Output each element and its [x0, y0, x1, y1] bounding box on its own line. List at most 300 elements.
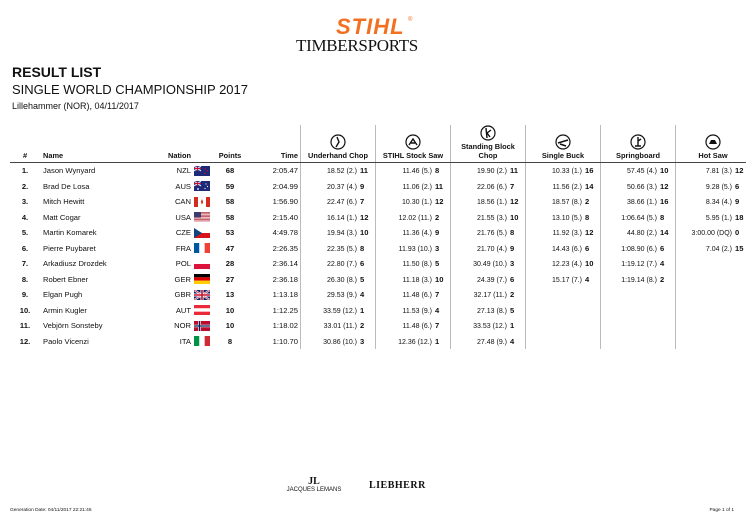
event-points: 6	[585, 243, 590, 253]
event-time: 11.93 (10.)	[398, 245, 432, 253]
row-name: Elgan Pugh	[43, 290, 83, 300]
event-time: 30.49 (10.)	[473, 261, 507, 269]
row-event-result	[601, 303, 676, 319]
row-event-result	[451, 303, 526, 319]
event-time: 38.66 (1.)	[627, 199, 657, 207]
row-flag	[194, 210, 212, 226]
flag-usa-icon	[194, 212, 210, 222]
event-points: 10	[660, 166, 669, 176]
event-points: 6	[735, 181, 740, 191]
col-nation: Nation	[147, 125, 194, 163]
event-time: 18.56 (1.)	[477, 199, 507, 207]
row-nation: FRA	[175, 243, 191, 253]
row-event-result	[301, 318, 376, 334]
row-rank: 10.	[19, 305, 31, 315]
event-time: 57.45 (4.)	[627, 168, 657, 176]
row-event-result	[301, 287, 376, 303]
event-time: 29.53 (9.)	[327, 292, 357, 300]
row-flag	[194, 163, 212, 179]
row-name: Mitch Hewitt	[43, 197, 85, 207]
row-event-result	[676, 303, 746, 319]
row-name: Brad De Losa	[43, 181, 90, 191]
row-name: Paolo Vicenzi	[43, 336, 89, 346]
row-points: 58	[225, 197, 235, 207]
event-points: 7	[510, 181, 515, 191]
event-time: 30.86 (10.)	[323, 338, 357, 346]
row-event-result	[376, 318, 451, 334]
col-underhand-chop	[301, 125, 376, 163]
row-flag	[194, 318, 212, 334]
row-nation: GBR	[174, 290, 191, 300]
flag-cze-icon	[194, 228, 210, 238]
row-points: 28	[225, 259, 235, 269]
row-flag	[194, 225, 212, 241]
event-time: 18.52 (2.)	[327, 168, 357, 176]
row-time: 1:18.02	[272, 321, 298, 331]
flag-aut-icon	[194, 305, 210, 315]
event-time: 1:19.12 (7.)	[621, 261, 657, 269]
event-time: 14.43 (6.)	[552, 245, 582, 253]
page-title: RESULT LIST	[12, 64, 102, 80]
row-event-result	[526, 318, 601, 334]
row-event-result	[526, 225, 601, 241]
event-points: 12	[660, 181, 669, 191]
stihl-timbersports-logo	[296, 14, 436, 60]
event-points: 4	[585, 274, 590, 284]
row-event-result	[676, 334, 746, 350]
event-time: 9.28 (5.)	[705, 183, 732, 191]
event-points: 0	[735, 228, 740, 238]
event-points: 6	[660, 243, 665, 253]
row-event-result	[451, 287, 526, 303]
event-time: 16.14 (1.)	[327, 214, 357, 222]
row-event-result	[376, 179, 451, 195]
event-points: 11	[510, 166, 519, 176]
event-points: 14	[585, 181, 594, 191]
row-name: Armin Kugler	[43, 305, 87, 315]
event-time: 22.47 (6.)	[327, 199, 357, 207]
row-name: Vebjörn Sonsteby	[43, 321, 103, 331]
row-nation: ITA	[179, 336, 191, 346]
row-rank: 12.	[19, 336, 31, 346]
row-event-result	[451, 318, 526, 334]
row-event-result	[376, 334, 451, 350]
row-name: Arkadiusz Drozdek	[43, 259, 107, 269]
row-rank: 3.	[21, 197, 29, 207]
row-event-result	[451, 241, 526, 257]
row-event-result	[676, 256, 746, 272]
row-event-result	[676, 241, 746, 257]
row-event-result	[601, 256, 676, 272]
row-nation: NZL	[176, 166, 191, 176]
event-time: 11.36 (4.)	[402, 230, 432, 238]
flag-nzl-icon	[194, 166, 210, 176]
flag-nor-icon	[194, 321, 210, 331]
row-time: 2:05.47	[272, 166, 298, 176]
row-event-result	[301, 303, 376, 319]
event-time: 20.37 (4.)	[327, 183, 357, 191]
row-event-result	[451, 194, 526, 210]
page-subtitle: SINGLE WORLD CHAMPIONSHIP 2017	[12, 82, 248, 97]
event-points: 4	[510, 336, 515, 346]
event-time: 3:00.00 (DQ)	[691, 230, 732, 238]
result-rows	[10, 163, 746, 350]
event-time: 10.33 (1.)	[552, 168, 582, 176]
row-event-result	[301, 210, 376, 226]
row-event-result	[601, 287, 676, 303]
row-rank: 5.	[21, 228, 29, 238]
flag-aus-icon	[194, 181, 210, 191]
event-points: 12	[360, 212, 369, 222]
event-points: 2	[360, 321, 365, 331]
event-time: 8.34 (4.)	[705, 199, 732, 207]
event-time: 27.13 (8.)	[477, 307, 507, 315]
jacques-lemans-mark-icon: JL	[308, 476, 320, 487]
table-row	[10, 225, 746, 241]
flag-fra-icon	[194, 243, 210, 253]
event-points: 10	[435, 274, 444, 284]
event-points: 9	[435, 228, 440, 238]
event-time: 18.57 (8.)	[552, 199, 582, 207]
row-event-result	[376, 287, 451, 303]
row-points: 13	[225, 290, 235, 300]
row-event-result	[451, 225, 526, 241]
event-points: 14	[660, 228, 669, 238]
event-time: 11.56 (2.)	[552, 183, 582, 191]
event-points: 9	[510, 243, 515, 253]
event-points: 15	[735, 243, 744, 253]
row-rank: 2.	[21, 181, 29, 191]
event-points: 5	[435, 259, 440, 269]
event-points: 10	[360, 228, 369, 238]
row-event-result	[601, 179, 676, 195]
row-rank: 1.	[21, 166, 29, 176]
row-flag	[194, 334, 212, 350]
row-name: Jason Wynyard	[43, 166, 96, 176]
row-event-result	[451, 163, 526, 179]
row-event-result	[301, 179, 376, 195]
event-time: 21.55 (3.)	[477, 214, 507, 222]
row-event-result	[301, 163, 376, 179]
row-nation: POL	[175, 259, 191, 269]
event-points: 5	[360, 274, 365, 284]
event-time: 13.10 (5.)	[552, 214, 582, 222]
event-points: 2	[510, 290, 515, 300]
row-time: 1:10.70	[272, 336, 298, 346]
hot-saw-label: Hot Saw	[698, 151, 728, 160]
table-row	[10, 287, 746, 303]
underhand-chop-label: Underhand Chop	[308, 151, 368, 160]
row-points: 68	[225, 166, 235, 176]
event-time: 12.23 (4.)	[552, 261, 582, 269]
row-rank: 6.	[21, 243, 29, 253]
event-time: 11.92 (3.)	[552, 230, 582, 238]
row-time: 1:12.25	[272, 305, 298, 315]
row-time: 1:56.90	[272, 197, 298, 207]
row-event-result	[526, 334, 601, 350]
row-event-result	[676, 225, 746, 241]
event-points: 8	[660, 212, 665, 222]
event-points: 12	[585, 228, 594, 238]
row-flag	[194, 194, 212, 210]
row-time: 2:36.14	[272, 259, 298, 269]
event-points: 3	[435, 243, 440, 253]
row-nation: GER	[174, 274, 191, 284]
row-event-result	[451, 272, 526, 288]
event-points: 8	[360, 243, 365, 253]
event-points: 1	[435, 336, 440, 346]
col-time: Time	[248, 125, 301, 163]
table-row	[10, 194, 746, 210]
row-event-result	[376, 194, 451, 210]
row-event-result	[601, 318, 676, 334]
row-event-result	[601, 241, 676, 257]
row-rank: 9.	[21, 290, 29, 300]
flag-pol-icon	[194, 259, 210, 269]
row-event-result	[676, 163, 746, 179]
table-row	[10, 163, 746, 179]
row-event-result	[601, 225, 676, 241]
event-points: 18	[735, 212, 744, 222]
event-time: 7.04 (2.)	[705, 245, 732, 253]
row-event-result	[676, 194, 746, 210]
col-hot-saw	[676, 125, 746, 163]
row-flag	[194, 241, 212, 257]
logo-stihl: STIHL	[336, 14, 405, 39]
event-time: 11.46 (5.)	[402, 168, 432, 176]
table-row	[10, 318, 746, 334]
row-event-result	[301, 256, 376, 272]
row-flag	[194, 303, 212, 319]
event-time: 19.90 (2.)	[477, 168, 507, 176]
row-points: 59	[225, 181, 235, 191]
row-event-result	[376, 210, 451, 226]
event-points: 5	[510, 305, 515, 315]
row-event-result	[526, 210, 601, 226]
col-standing-block-chop	[451, 125, 526, 163]
event-points: 2	[585, 197, 590, 207]
event-points: 9	[735, 197, 740, 207]
event-time: 11.06 (2.)	[402, 183, 432, 191]
row-event-result	[676, 287, 746, 303]
row-nation: AUS	[175, 181, 191, 191]
event-time: 24.39 (7.)	[477, 276, 507, 284]
table-row	[10, 179, 746, 195]
row-points: 10	[225, 305, 235, 315]
event-time: 21.76 (5.)	[477, 230, 507, 238]
event-points: 1	[510, 321, 515, 331]
event-time: 15.17 (7.)	[552, 276, 582, 284]
event-points: 8	[510, 228, 515, 238]
event-time: 11.18 (3.)	[402, 276, 432, 284]
event-points: 4	[660, 259, 665, 269]
row-nation: USA	[175, 212, 191, 222]
event-time: 19.94 (3.)	[327, 230, 357, 238]
row-event-result	[601, 194, 676, 210]
row-event-result	[451, 256, 526, 272]
event-points: 8	[435, 166, 440, 176]
table-row	[10, 272, 746, 288]
row-event-result	[676, 210, 746, 226]
event-points: 1	[360, 305, 365, 315]
col-name: Name	[40, 125, 147, 163]
event-time: 5.95 (1.)	[705, 214, 732, 222]
event-time: 11.48 (6.)	[402, 292, 432, 300]
row-points: 27	[225, 274, 235, 284]
row-event-result	[676, 272, 746, 288]
event-points: 6	[510, 274, 515, 284]
row-event-result	[376, 163, 451, 179]
event-points: 2	[660, 274, 665, 284]
table-row	[10, 303, 746, 319]
row-rank: 7.	[21, 259, 29, 269]
col-single-buck	[526, 125, 601, 163]
logo-reg-mark: ®	[408, 17, 413, 23]
table-row	[10, 241, 746, 257]
event-points: 12	[510, 197, 519, 207]
event-time: 11.53 (9.)	[402, 307, 432, 315]
row-event-result	[601, 163, 676, 179]
standing-block-chop-label: Standing Block Chop	[461, 142, 515, 160]
row-points: 47	[225, 243, 235, 253]
event-points: 9	[360, 181, 365, 191]
springboard-label: Springboard	[616, 151, 660, 160]
row-nation: CZE	[175, 228, 191, 238]
row-nation: AUT	[175, 305, 191, 315]
row-rank: 4.	[21, 212, 29, 222]
col-stock-saw	[376, 125, 451, 163]
row-event-result	[451, 334, 526, 350]
row-event-result	[526, 287, 601, 303]
event-time: 11.50 (8.)	[402, 261, 432, 269]
row-points: 10	[225, 321, 235, 331]
logo-timbersports: TIMBERSPORTS	[296, 36, 418, 55]
event-points: 7	[435, 321, 440, 331]
jacques-lemans-logo	[284, 477, 344, 493]
result-table	[10, 125, 746, 349]
row-time: 2:15.40	[272, 212, 298, 222]
row-event-result	[676, 318, 746, 334]
event-points: 3	[510, 259, 515, 269]
table-header-row	[10, 125, 746, 163]
row-event-result	[376, 256, 451, 272]
event-time: 12.36 (12.)	[398, 338, 432, 346]
row-event-result	[526, 241, 601, 257]
event-points: 4	[435, 305, 440, 315]
row-time: 2:36.18	[272, 274, 298, 284]
event-points: 3	[360, 336, 365, 346]
event-time: 32.17 (11.)	[473, 292, 507, 300]
row-event-result	[676, 179, 746, 195]
row-event-result	[526, 179, 601, 195]
flag-ger-icon	[194, 274, 210, 284]
event-time: 11.48 (6.)	[402, 323, 432, 331]
event-points: 16	[660, 197, 669, 207]
row-name: Martin Komarek	[43, 228, 97, 238]
event-time: 22.35 (5.)	[327, 245, 357, 253]
event-time: 22.06 (6.)	[477, 183, 507, 191]
flag-can-icon	[194, 197, 210, 207]
event-time: 1:08.90 (6.)	[621, 245, 657, 253]
row-event-result	[301, 334, 376, 350]
row-event-result	[526, 303, 601, 319]
table-row	[10, 334, 746, 350]
row-flag	[194, 256, 212, 272]
event-time: 27.48 (9.)	[477, 338, 507, 346]
col-rank: #	[10, 125, 40, 163]
flag-ita-icon	[194, 336, 210, 346]
event-points: 16	[585, 166, 594, 176]
row-nation: CAN	[174, 197, 191, 207]
jacques-lemans-text: JACQUES LEMANS	[286, 487, 342, 493]
row-event-result	[601, 334, 676, 350]
col-springboard	[601, 125, 676, 163]
single-buck-label: Single Buck	[541, 151, 585, 160]
single-buck-icon	[555, 134, 571, 150]
event-points: 7	[360, 197, 365, 207]
event-time: 33.53 (12.)	[473, 323, 507, 331]
event-points: 2	[435, 212, 440, 222]
row-time: 2:04.99	[272, 181, 298, 191]
event-points: 12	[435, 197, 444, 207]
row-rank: 8.	[21, 274, 29, 284]
row-event-result	[301, 241, 376, 257]
event-time: 33.01 (11.)	[323, 323, 357, 331]
event-time: 22.80 (7.)	[327, 261, 357, 269]
event-time: 21.70 (4.)	[477, 245, 507, 253]
row-time: 2:26.35	[272, 243, 298, 253]
event-time: 12.02 (11.)	[398, 214, 432, 222]
stock-saw-label: STIHL Stock Saw	[382, 151, 444, 160]
event-time: 1:19.14 (8.)	[621, 276, 657, 284]
hot-saw-icon	[705, 134, 721, 150]
underhand-chop-icon	[330, 134, 346, 150]
event-time: 10.30 (1.)	[402, 199, 432, 207]
event-time: 1:06.64 (5.)	[621, 214, 657, 222]
event-points: 6	[360, 259, 365, 269]
row-name: Matt Cogar	[43, 212, 81, 222]
event-points: 11	[360, 166, 369, 176]
row-time: 4:49.78	[272, 228, 298, 238]
generation-date: Generation Date: 04/11/2017 22:21:46	[10, 508, 92, 513]
row-event-result	[526, 272, 601, 288]
event-time: 33.59 (12.)	[323, 307, 357, 315]
row-event-result	[376, 241, 451, 257]
row-flag	[194, 272, 212, 288]
event-points: 4	[360, 290, 365, 300]
event-points: 10	[585, 259, 594, 269]
event-time: 44.80 (2.)	[627, 230, 657, 238]
row-name: Pierre Puybaret	[43, 243, 96, 253]
stock-saw-icon	[405, 134, 421, 150]
row-event-result	[526, 194, 601, 210]
col-flag	[194, 125, 212, 163]
liebherr-logo: LIEBHERR	[369, 480, 426, 491]
table-row	[10, 210, 746, 226]
row-flag	[194, 287, 212, 303]
row-rank: 11.	[19, 321, 31, 331]
event-points: 11	[435, 181, 444, 191]
standing-block-chop-icon	[480, 125, 496, 141]
table-row	[10, 256, 746, 272]
flag-gbr-icon	[194, 290, 210, 300]
row-event-result	[301, 194, 376, 210]
event-time: 50.66 (3.)	[627, 183, 657, 191]
springboard-icon	[630, 134, 646, 150]
col-points: Points	[212, 125, 248, 163]
row-time: 1:13.18	[272, 290, 298, 300]
row-event-result	[451, 179, 526, 195]
